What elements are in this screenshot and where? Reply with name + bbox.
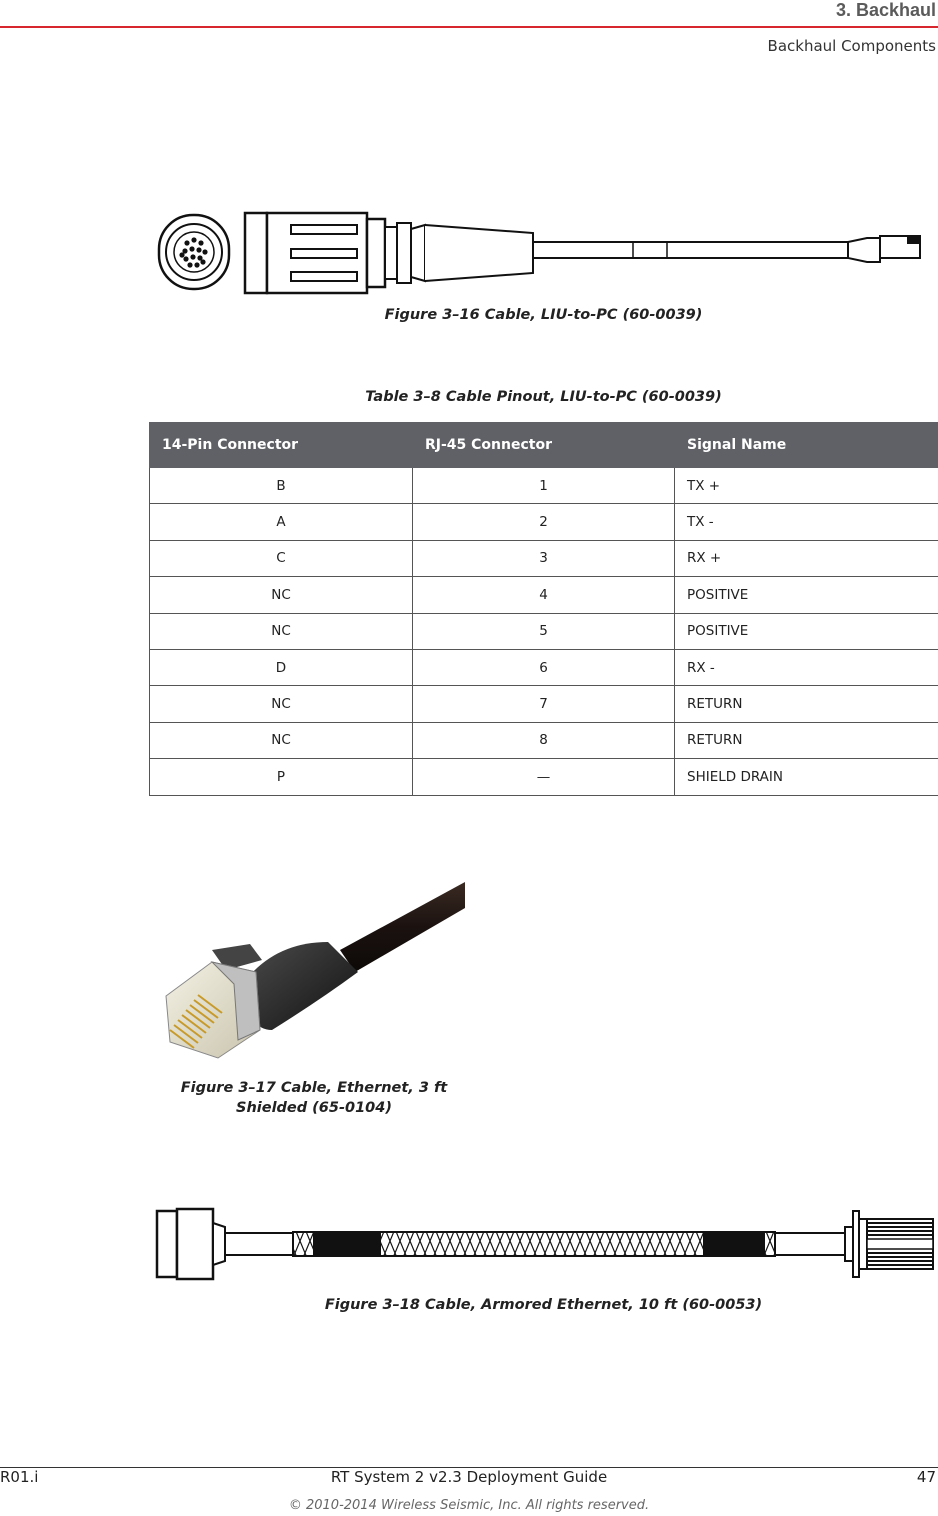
column-header: Signal Name — [675, 423, 938, 468]
rj45-cell: 6 — [413, 649, 675, 685]
figure-16-caption: Figure 3–16 Cable, LIU-to-PC (60-0039) — [384, 307, 703, 323]
rj45-cell: 5 — [413, 613, 675, 649]
signal-cell: TX - — [675, 504, 938, 540]
pin-cell: NC — [150, 577, 413, 613]
table-row — [150, 613, 938, 649]
signal-cell: RX - — [675, 649, 938, 685]
copyright: © 2010-2014 Wireless Seismic, Inc. All rights reserved. — [288, 1498, 650, 1513]
section-title: Backhaul Components — [767, 37, 936, 55]
pinout-table — [149, 422, 938, 796]
table-header-row — [150, 423, 938, 468]
column-header: 14-Pin Connector — [150, 423, 413, 468]
signal-cell: POSITIVE — [675, 577, 938, 613]
figure-18-caption: Figure 3–18 Cable, Armored Ethernet, 10 ft (60-0053) — [324, 1297, 763, 1313]
footer-doc-title: RT System 2 v2.3 Deployment Guide — [330, 1468, 608, 1486]
header-rule — [0, 26, 938, 28]
column-header: RJ-45 Connector — [413, 423, 675, 468]
figure-17-caption-line-1: Figure 3–17 Cable, Ethernet, 3 ft — [180, 1080, 448, 1096]
rj45-cell: 2 — [413, 504, 675, 540]
signal-cell: RETURN — [675, 686, 938, 722]
figure-17-caption-line-2: Shielded (65-0104) — [236, 1100, 392, 1116]
table-row — [150, 577, 938, 613]
pin-cell: NC — [150, 686, 413, 722]
signal-cell: SHIELD DRAIN — [675, 759, 938, 795]
table-row — [150, 504, 938, 540]
pin-cell: D — [150, 649, 413, 685]
table-row — [150, 686, 938, 722]
rj45-cell: — — [413, 759, 675, 795]
pin-cell: NC — [150, 613, 413, 649]
pin-cell: B — [150, 468, 413, 504]
table-8-caption: Table 3–8 Cable Pinout, LIU-to-PC (60-0039) — [365, 389, 722, 405]
pin-cell: NC — [150, 722, 413, 758]
rj45-cell: 4 — [413, 577, 675, 613]
liu-to-pc-cable-figure — [155, 205, 930, 300]
rj45-cell: 7 — [413, 686, 675, 722]
rj45-cell: 3 — [413, 540, 675, 576]
pin-cell: C — [150, 540, 413, 576]
rj45-cell: 1 — [413, 468, 675, 504]
figure-17-caption — [149, 1078, 479, 1118]
signal-cell: RX + — [675, 540, 938, 576]
page-number: 47 — [916, 1468, 936, 1486]
chapter-title: 3. Backhaul — [835, 0, 936, 20]
armored-ethernet-cable-figure — [155, 1205, 938, 1285]
pin-cell: A — [150, 504, 413, 540]
signal-cell: POSITIVE — [675, 613, 938, 649]
table-row — [150, 468, 938, 504]
table-row — [150, 759, 938, 795]
table-row — [150, 540, 938, 576]
table-row — [150, 722, 938, 758]
signal-cell: RETURN — [675, 722, 938, 758]
rj45-cell: 8 — [413, 722, 675, 758]
pin-cell: P — [150, 759, 413, 795]
signal-cell: TX + — [675, 468, 938, 504]
table-row — [150, 649, 938, 685]
shielded-ethernet-cable-figure — [160, 880, 465, 1060]
footer-revision: R01.i — [0, 1468, 39, 1486]
